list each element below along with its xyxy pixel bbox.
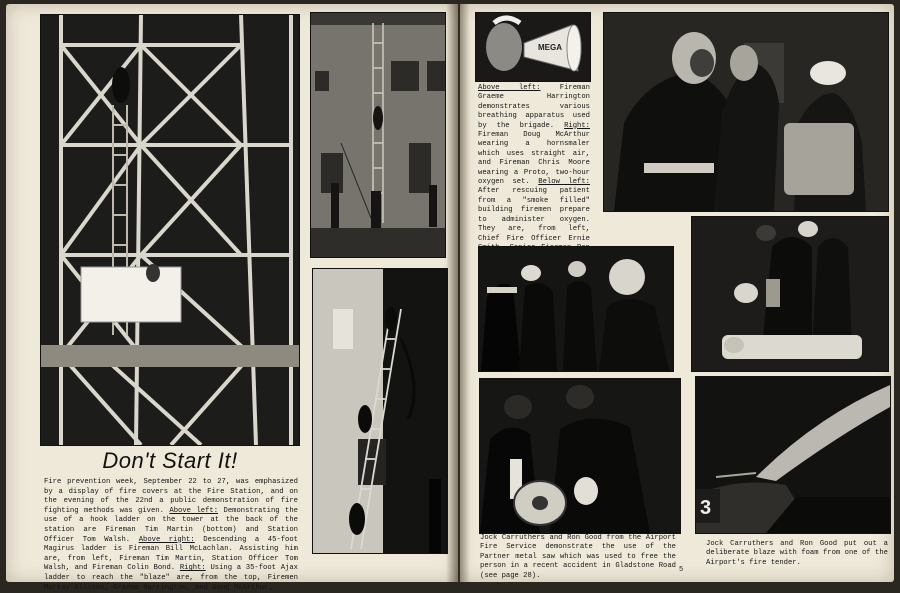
- night-ladder-graphic: [313, 269, 447, 553]
- oxygen-graphic: [692, 217, 888, 371]
- photo-oxygen-administered: [691, 216, 889, 372]
- megaphone-graphic: [476, 13, 590, 81]
- photo-oxygen-rescue: [478, 246, 674, 372]
- caption-text-right: Using a 35-foot Ajax ladder to reach the "blaze" are, from the top, Firemen Murray Allison, Graeme Harrington, and Doug McArthur.: [44, 564, 298, 592]
- caption-text-graeme: Fireman Graeme Harrington demonstrates various breathing apparatus used by the brigade.: [478, 84, 590, 130]
- caption-foam-blaze: Jock Carruthers and Ron Good put out a deliberate blaze with foam from one of the Airport's fire tender.: [706, 540, 888, 567]
- tower-scaffold-graphic: [41, 15, 299, 445]
- foam-spray-graphic: [696, 377, 890, 533]
- megaphone-label: MEGA: [538, 43, 562, 52]
- caption-text-above-left: Demonstrating the use of a hook ladder on the tower at the back of the station are Fireman Tim Martin (bottom) and Station Officer Tom Walsh.: [44, 506, 298, 544]
- caption-metal-saw: Jock Carruthers and Ron Good from the Airport Fire Service demonstrate the use of the Partner metal saw which was used to free the person in a recent accident in Gladstone Road (see page 28).: [480, 534, 676, 580]
- article-body: [44, 478, 298, 593]
- caption-label-right: Right:: [179, 564, 206, 573]
- rescue-group-graphic: [479, 247, 673, 371]
- binding-gutter: [446, 4, 470, 582]
- photo-ajax-ladder: [312, 268, 448, 554]
- photo-foam-blaze: [695, 376, 891, 534]
- building-facade-graphic: [311, 13, 445, 257]
- photo-magirus-ladder: [310, 12, 446, 258]
- caption-label-above-right: Above right:: [138, 535, 195, 544]
- breathing-apparatus-graphic: [604, 13, 888, 211]
- photo-metal-saw: [479, 378, 681, 534]
- photo-tower-hook-ladder: [40, 14, 300, 446]
- photo-megaphone: [475, 12, 591, 82]
- caption-label-below-left: Below left:: [538, 178, 590, 187]
- caption-text-below-left: After rescuing patient from a "smoke filled" building firemen prepare to administer oxygen. They are, from left, Chief Fire Officer Ernie: [478, 187, 590, 243]
- page-number-right: 5: [679, 566, 684, 574]
- caption-label-doug: Right:: [564, 121, 590, 130]
- caption-text-doug: Fireman Doug McArthur wearing a hornsmaler which uses straight air, and Fireman Chris Moore wearing a Proto, two-hour oxygen set.: [478, 131, 590, 187]
- fire-tender-number: 3: [700, 497, 712, 519]
- photo-breathing-apparatus: [603, 12, 889, 212]
- caption-text-above-right: Descending a 45-foot Magirus ladder is Fireman Bill McLachlan. Assisting him are, from left, Fireman Tim Martin, Station Officer Tom Walsh, and Fireman Colin Bond.: [44, 535, 298, 573]
- caption-label-above-left: Above left:: [169, 506, 219, 515]
- article-headline: Don't Start It!: [102, 448, 238, 473]
- caption-label-graeme: Above left:: [478, 84, 541, 92]
- metal-saw-graphic: [480, 379, 680, 533]
- article-lead: Fire prevention week, September 22 to 27, was emphasized by a display of fire covers at the Fire Station, and on the evening of the 22nd a public demonstration of fire fighting methods was given.: [44, 478, 298, 515]
